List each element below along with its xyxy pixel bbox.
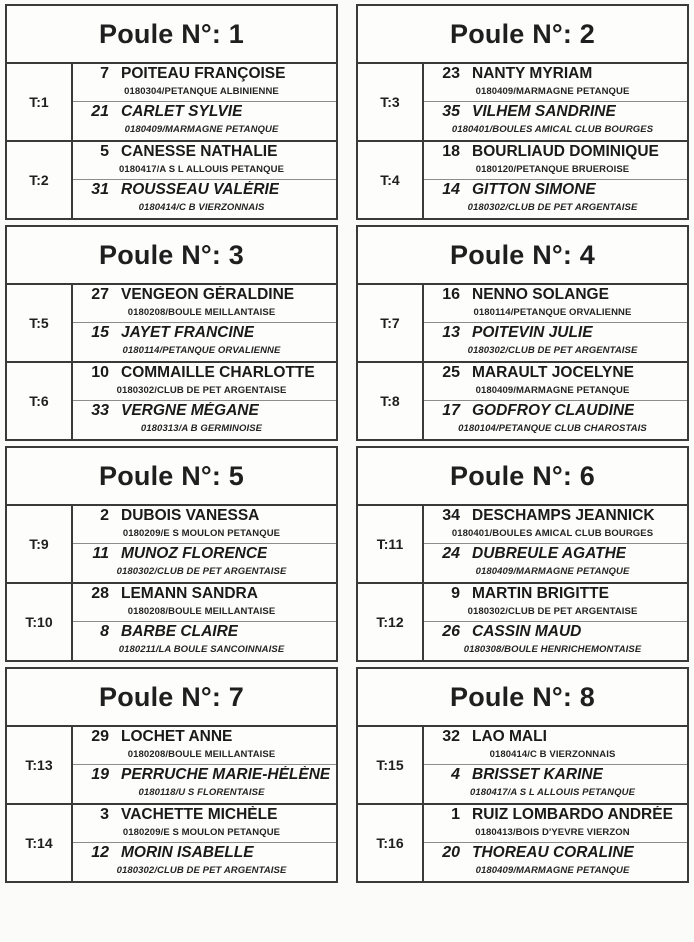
player-entry xyxy=(424,285,687,323)
player-pair xyxy=(73,142,336,218)
player-number: 11 xyxy=(92,545,109,562)
terrain-label: T:6 xyxy=(7,363,73,439)
player-entry xyxy=(73,64,336,102)
player-number: 4 xyxy=(451,766,460,783)
pool-title: Poule N°: 6 xyxy=(449,460,596,491)
player-pair xyxy=(424,506,687,582)
player-name-line xyxy=(73,507,336,528)
player-number: 19 xyxy=(91,766,109,783)
player-name-line xyxy=(73,545,336,566)
terrain-label: T:5 xyxy=(7,285,73,361)
player-name-line xyxy=(73,728,336,749)
player-number: 20 xyxy=(442,844,460,861)
player-number: 17 xyxy=(442,402,460,419)
match-list xyxy=(7,727,336,881)
player-name: NENNO SOLANGE xyxy=(472,286,609,303)
player-entry xyxy=(424,363,687,401)
player-club: 0180409/MARMAGNE PETANQUE xyxy=(475,865,630,876)
player-pair xyxy=(424,727,687,803)
terrain-label: T:11 xyxy=(358,506,424,582)
player-club: 0180302/CLUB DE PET ARGENTAISE xyxy=(116,385,287,396)
player-club: 0180304/PETANQUE ALBINIENNE xyxy=(124,86,279,97)
match-row xyxy=(358,142,687,218)
player-name-line xyxy=(73,844,336,865)
player-pair xyxy=(73,727,336,803)
player-number: 16 xyxy=(442,286,460,303)
pools-container xyxy=(5,4,689,883)
player-name-line xyxy=(424,402,687,423)
player-name-line xyxy=(424,507,687,528)
match-row xyxy=(358,64,687,142)
player-entry xyxy=(73,622,336,660)
player-pair xyxy=(424,584,687,660)
player-name: BOURLIAUD DOMINIQUE xyxy=(472,143,659,160)
pool-title: Poule N°: 5 xyxy=(98,460,245,491)
player-club: 0180120/PETANQUE BRUEROISE xyxy=(475,164,630,175)
player-club: 0180417/A S L ALLOUIS PETANQUE xyxy=(469,787,636,798)
match-row xyxy=(7,506,336,584)
player-number: 14 xyxy=(442,181,460,198)
pool-title-band xyxy=(7,448,336,506)
player-entry xyxy=(73,765,336,803)
player-number: 32 xyxy=(442,728,460,745)
player-club: 0180401/BOULES AMICAL CLUB BOURGES xyxy=(451,528,654,539)
terrain-label: T:7 xyxy=(358,285,424,361)
player-entry xyxy=(424,323,687,361)
player-name: LAO MALI xyxy=(472,728,547,745)
terrain-label: T:13 xyxy=(7,727,73,803)
player-number: 25 xyxy=(442,364,460,381)
player-name: ROUSSEAU VALÉRIE xyxy=(121,181,280,198)
player-entry xyxy=(73,180,336,218)
pool-1 xyxy=(5,4,338,220)
player-number: 15 xyxy=(91,324,109,341)
player-name-line xyxy=(424,585,687,606)
player-club: 0180313/A B GERMINOISE xyxy=(140,423,263,434)
player-name-line xyxy=(424,545,687,566)
player-number: 9 xyxy=(451,585,460,602)
match-row xyxy=(7,805,336,881)
player-name-line xyxy=(424,728,687,749)
player-number: 34 xyxy=(442,507,460,524)
match-row xyxy=(7,584,336,660)
player-name-line xyxy=(424,766,687,787)
player-club: 0180414/C B VIERZONNAIS xyxy=(489,749,616,760)
player-name: LEMANN SANDRA xyxy=(121,585,258,602)
player-club: 0180114/PETANQUE ORVALIENNE xyxy=(122,345,281,356)
player-entry xyxy=(424,506,687,544)
player-entry xyxy=(73,401,336,439)
player-club: 0180409/MARMAGNE PETANQUE xyxy=(475,566,630,577)
player-name-line xyxy=(424,364,687,385)
player-name: POITEAU FRANÇOISE xyxy=(121,65,286,82)
pool-title-band xyxy=(358,227,687,285)
match-list xyxy=(358,64,687,218)
player-name: DUBOIS VANESSA xyxy=(121,507,260,524)
match-row xyxy=(7,64,336,142)
player-name: DUBREULE AGATHE xyxy=(472,545,627,562)
player-club: 0180308/BOULE HENRICHEMONTAISE xyxy=(463,644,642,655)
player-name-line xyxy=(73,364,336,385)
player-name: VACHETTE MICHÈLE xyxy=(121,806,278,823)
player-name: VERGNE MÉGANE xyxy=(121,402,259,419)
player-number: 33 xyxy=(91,402,109,419)
player-entry xyxy=(424,843,687,881)
terrain-label: T:12 xyxy=(358,584,424,660)
player-entry xyxy=(73,363,336,401)
player-number: 2 xyxy=(100,507,109,524)
player-name-line xyxy=(73,181,336,202)
match-list xyxy=(358,285,687,439)
player-club: 0180208/BOULE MEILLANTAISE xyxy=(127,606,276,617)
match-row xyxy=(358,584,687,660)
player-entry xyxy=(73,102,336,140)
player-club: 0180417/A S L ALLOUIS PETANQUE xyxy=(118,164,285,175)
player-club: 0180208/BOULE MEILLANTAISE xyxy=(127,749,276,760)
player-pair xyxy=(424,142,687,218)
pool-6 xyxy=(356,446,689,662)
match-list xyxy=(7,285,336,439)
player-name: THOREAU CORALINE xyxy=(472,844,634,861)
player-name-line xyxy=(73,766,336,787)
player-number: 21 xyxy=(91,103,109,120)
player-number: 5 xyxy=(100,143,109,160)
match-row xyxy=(358,805,687,881)
player-number: 12 xyxy=(91,844,109,861)
player-entry xyxy=(424,805,687,843)
pool-row xyxy=(5,225,689,441)
player-number: 1 xyxy=(451,806,460,823)
player-pair xyxy=(73,363,336,439)
player-number: 29 xyxy=(91,728,109,745)
player-entry xyxy=(73,506,336,544)
player-number: 35 xyxy=(442,103,460,120)
player-entry xyxy=(424,142,687,180)
player-club: 0180209/E S MOULON PETANQUE xyxy=(122,827,281,838)
player-entry xyxy=(73,285,336,323)
player-club: 0180414/C B VIERZONNAIS xyxy=(138,202,265,213)
match-row xyxy=(7,363,336,439)
pool-5 xyxy=(5,446,338,662)
player-name-line xyxy=(424,324,687,345)
player-entry xyxy=(73,727,336,765)
player-club: 0180409/MARMAGNE PETANQUE xyxy=(475,385,630,396)
pool-title: Poule N°: 1 xyxy=(98,18,245,49)
pool-title-band xyxy=(358,448,687,506)
player-name-line xyxy=(73,143,336,164)
pool-title: Poule N°: 3 xyxy=(98,239,245,270)
player-entry xyxy=(73,584,336,622)
player-club: 0180118/U S FLORENTAISE xyxy=(138,787,265,798)
player-name: RUIZ LOMBARDO ANDRÉE xyxy=(472,806,673,823)
match-list xyxy=(7,506,336,660)
pool-title: Poule N°: 4 xyxy=(449,239,596,270)
player-club: 0180401/BOULES AMICAL CLUB BOURGES xyxy=(451,124,654,135)
player-pair xyxy=(73,584,336,660)
match-row xyxy=(358,727,687,805)
player-number: 7 xyxy=(100,65,109,82)
pool-title-band xyxy=(358,6,687,64)
player-club: 0180104/PETANQUE CLUB CHAROSTAIS xyxy=(458,423,647,434)
player-name-line xyxy=(73,806,336,827)
player-name-line xyxy=(73,286,336,307)
player-name: PERRUCHE MARIE-HÉLÈNE xyxy=(121,766,331,783)
player-name: LOCHET ANNE xyxy=(121,728,233,745)
match-row xyxy=(358,285,687,363)
player-club: 0180302/CLUB DE PET ARGENTAISE xyxy=(467,345,638,356)
player-number: 28 xyxy=(91,585,109,602)
pool-title-band xyxy=(358,669,687,727)
player-name: DESCHAMPS JEANNICK xyxy=(472,507,655,524)
player-entry xyxy=(73,843,336,881)
player-name: JAYET FRANCINE xyxy=(121,324,255,341)
player-pair xyxy=(424,64,687,140)
terrain-label: T:9 xyxy=(7,506,73,582)
match-row xyxy=(358,363,687,439)
pool-title: Poule N°: 8 xyxy=(449,681,596,712)
match-list xyxy=(358,727,687,881)
player-name: POITEVIN JULIE xyxy=(472,324,593,341)
pool-title-band xyxy=(7,227,336,285)
player-number: 26 xyxy=(442,623,460,640)
player-number: 18 xyxy=(442,143,460,160)
pool-7 xyxy=(5,667,338,883)
player-name-line xyxy=(424,181,687,202)
player-number: 3 xyxy=(100,806,109,823)
player-name: MARAULT JOCELYNE xyxy=(472,364,634,381)
player-name: VILHEM SANDRINE xyxy=(472,103,616,120)
player-entry xyxy=(73,323,336,361)
player-club: 0180413/BOIS D'YEVRE VIERZON xyxy=(475,827,630,838)
player-name: MARTIN BRIGITTE xyxy=(472,585,609,602)
player-entry xyxy=(424,64,687,102)
player-entry xyxy=(424,727,687,765)
player-name-line xyxy=(73,402,336,423)
player-name-line xyxy=(424,623,687,644)
player-pair xyxy=(73,805,336,881)
player-club: 0180209/E S MOULON PETANQUE xyxy=(122,528,281,539)
pool-8 xyxy=(356,667,689,883)
player-number: 13 xyxy=(442,324,460,341)
pool-row xyxy=(5,4,689,220)
player-name: BRISSET KARINE xyxy=(472,766,603,783)
terrain-label: T:14 xyxy=(7,805,73,881)
player-name: MUNOZ FLORENCE xyxy=(121,545,268,562)
player-name: CASSIN MAUD xyxy=(472,623,582,640)
match-row xyxy=(358,506,687,584)
terrain-label: T:8 xyxy=(358,363,424,439)
player-name-line xyxy=(424,806,687,827)
player-name: NANTY MYRIAM xyxy=(472,65,593,82)
player-number: 10 xyxy=(91,364,109,381)
player-entry xyxy=(424,622,687,660)
player-pair xyxy=(73,285,336,361)
player-name-line xyxy=(424,844,687,865)
match-row xyxy=(7,142,336,218)
player-club: 0180302/CLUB DE PET ARGENTAISE xyxy=(467,606,638,617)
match-row xyxy=(7,727,336,805)
pool-4 xyxy=(356,225,689,441)
match-list xyxy=(7,64,336,218)
player-club: 0180409/MARMAGNE PETANQUE xyxy=(475,86,630,97)
player-name: CANESSE NATHALIE xyxy=(121,143,278,160)
player-pair xyxy=(424,285,687,361)
player-pair xyxy=(424,805,687,881)
player-entry xyxy=(73,142,336,180)
player-entry xyxy=(424,180,687,218)
player-name-line xyxy=(424,143,687,164)
player-number: 23 xyxy=(442,65,460,82)
match-row xyxy=(7,285,336,363)
player-club: 0180211/LA BOULE SANCOINNAISE xyxy=(118,644,285,655)
player-entry xyxy=(424,401,687,439)
terrain-label: T:4 xyxy=(358,142,424,218)
player-pair xyxy=(73,506,336,582)
match-list xyxy=(358,506,687,660)
player-name: GODFROY CLAUDINE xyxy=(472,402,635,419)
player-name: VENGEON GÉRALDINE xyxy=(121,286,295,303)
player-club: 0180114/PETANQUE ORVALIENNE xyxy=(473,307,632,318)
player-club: 0180302/CLUB DE PET ARGENTAISE xyxy=(467,202,638,213)
player-entry xyxy=(73,544,336,582)
terrain-label: T:16 xyxy=(358,805,424,881)
player-club: 0180409/MARMAGNE PETANQUE xyxy=(124,124,279,135)
pool-row xyxy=(5,667,689,883)
player-name-line xyxy=(424,65,687,86)
player-entry xyxy=(424,765,687,803)
terrain-label: T:2 xyxy=(7,142,73,218)
pool-3 xyxy=(5,225,338,441)
pool-title-band xyxy=(7,669,336,727)
player-name: GITTON SIMONE xyxy=(472,181,596,198)
player-entry xyxy=(424,544,687,582)
player-name-line xyxy=(73,103,336,124)
player-name: CARLET SYLVIE xyxy=(121,103,243,120)
player-name-line xyxy=(73,65,336,86)
player-name-line xyxy=(73,585,336,606)
player-number: 27 xyxy=(91,286,109,303)
pool-title-band xyxy=(7,6,336,64)
player-club: 0180208/BOULE MEILLANTAISE xyxy=(127,307,276,318)
pool-2 xyxy=(356,4,689,220)
player-name-line xyxy=(424,103,687,124)
player-pair xyxy=(424,363,687,439)
player-entry xyxy=(73,805,336,843)
pool-title: Poule N°: 2 xyxy=(449,18,596,49)
player-name: MORIN ISABELLE xyxy=(121,844,254,861)
pool-title: Poule N°: 7 xyxy=(98,681,245,712)
terrain-label: T:10 xyxy=(7,584,73,660)
terrain-label: T:3 xyxy=(358,64,424,140)
player-name: BARBE CLAIRE xyxy=(121,623,239,640)
player-entry xyxy=(424,102,687,140)
player-number: 24 xyxy=(442,545,460,562)
player-club: 0180302/CLUB DE PET ARGENTAISE xyxy=(116,566,287,577)
player-name-line xyxy=(424,286,687,307)
player-club: 0180302/CLUB DE PET ARGENTAISE xyxy=(116,865,287,876)
pool-row xyxy=(5,446,689,662)
player-name-line xyxy=(73,324,336,345)
terrain-label: T:1 xyxy=(7,64,73,140)
player-name: COMMAILLE CHARLOTTE xyxy=(121,364,315,381)
player-entry xyxy=(424,584,687,622)
player-name-line xyxy=(73,623,336,644)
player-number: 8 xyxy=(100,623,109,640)
terrain-label: T:15 xyxy=(358,727,424,803)
player-number: 31 xyxy=(91,181,109,198)
player-pair xyxy=(73,64,336,140)
